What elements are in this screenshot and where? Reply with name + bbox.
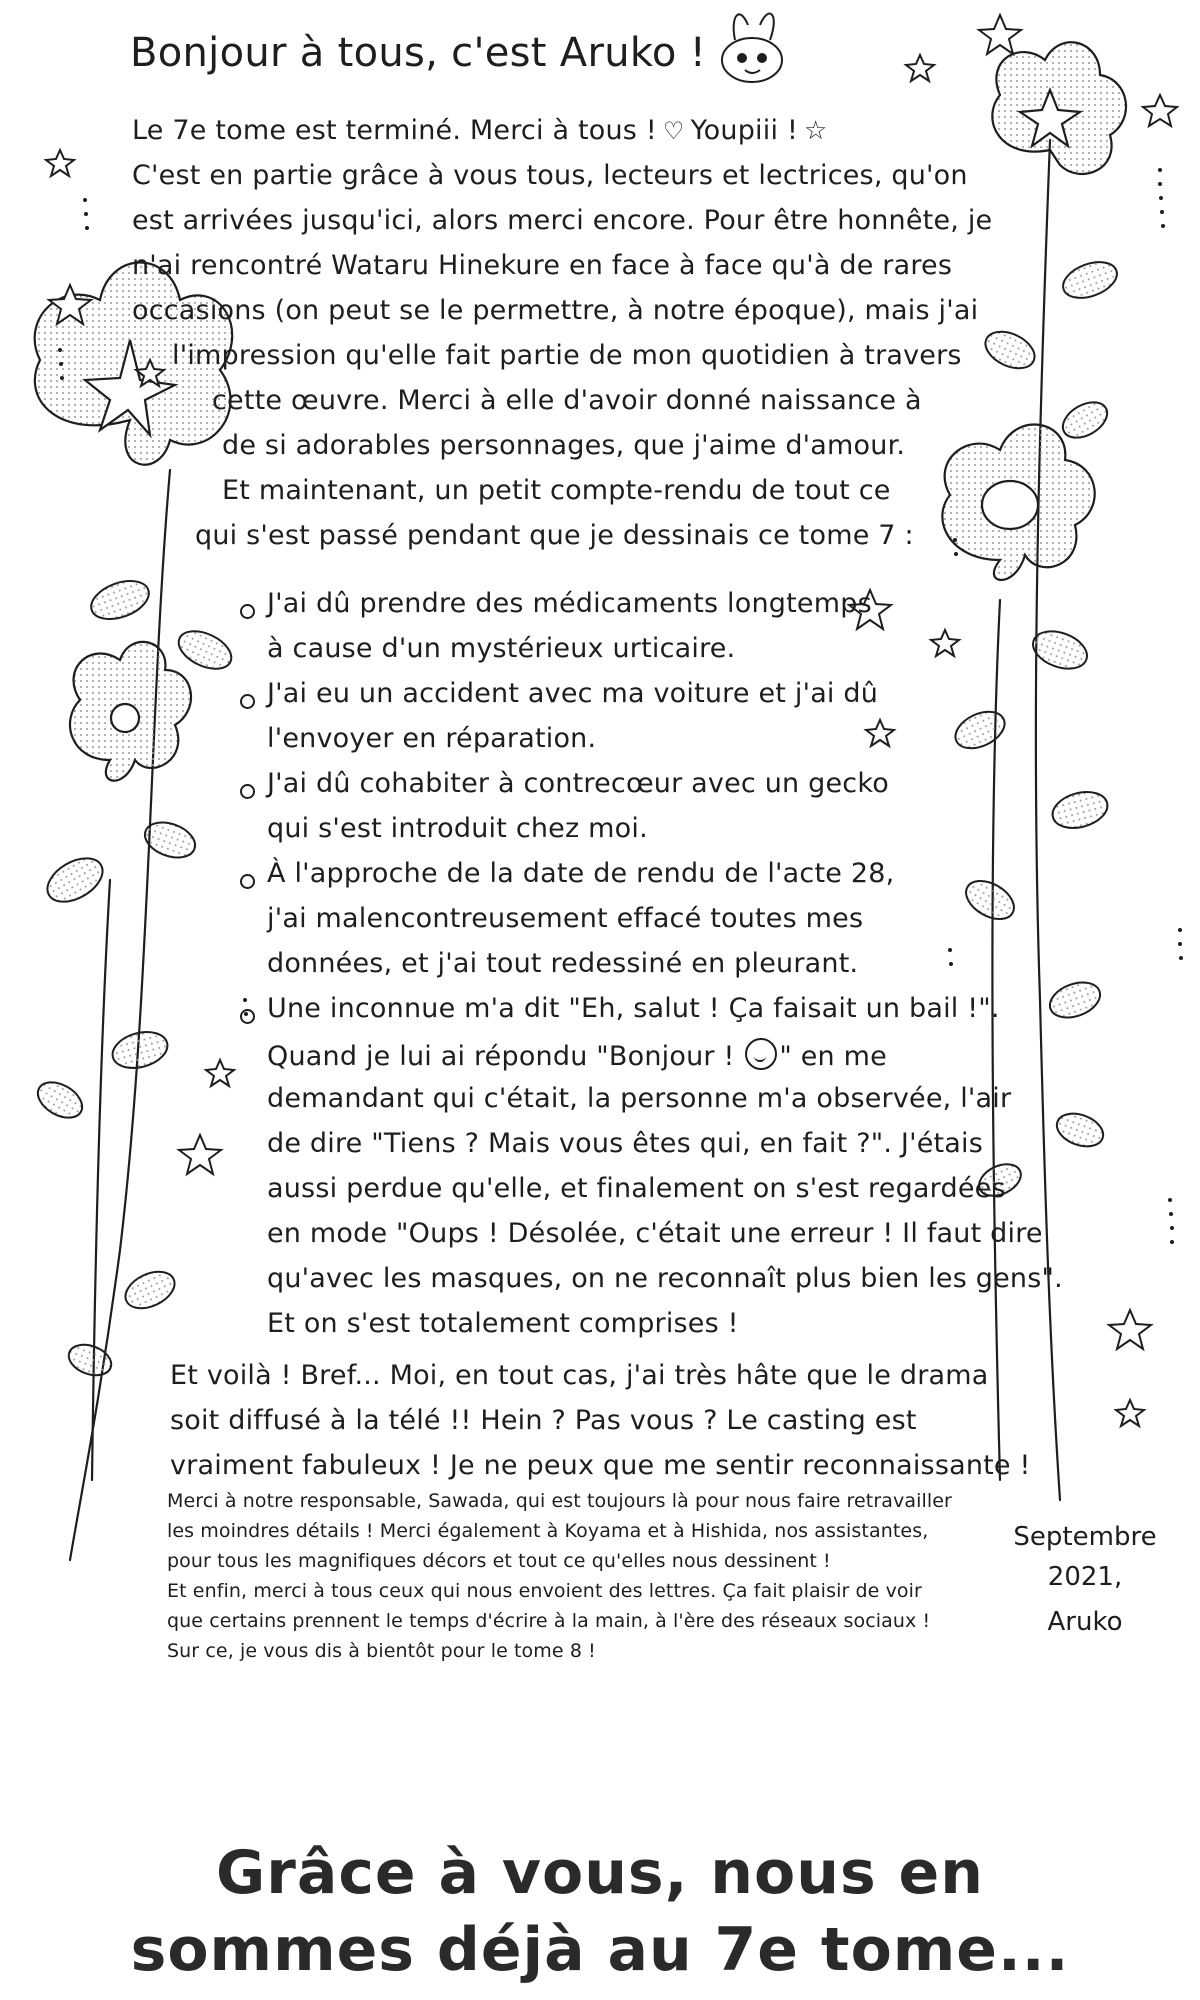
paragraph-line: cette œuvre. Merci à elle d'avoir donné naissance à [212,385,922,416]
thanks-line: pour tous les magnifiques décors et tout ce qu'elles nous dessinent ! [167,1550,831,1572]
intro-line [132,115,827,146]
heart-icon: ♡ [662,117,685,145]
paragraph-line: n'ai rencontré Wataru Hinekure en face à face qu'à de rares [132,250,953,281]
paragraph-line: de si adorables personnages, que j'aime d'amour. [222,430,906,461]
right-middle-flower-icon [942,425,1094,580]
bullet-marker [240,784,255,799]
left-stem [70,470,170,1560]
left-stem-2 [92,880,110,1480]
letter-title: Bonjour à tous, c'est Aruko ! [130,30,707,76]
bullet-5-line: aussi perdue qu'elle, et finalement on s'est regardées [267,1173,1006,1204]
paragraph-line: Et maintenant, un petit compte-rendu de tout ce [222,475,891,506]
footer-line-2: sommes déjà au 7e tome... [130,1915,1070,1985]
signature-month: Septembre [1013,1522,1157,1552]
paragraph-line: l'impression qu'elle fait partie de mon quotidien à travers [172,340,962,371]
bullet-5-line: Et on s'est totalement comprises ! [267,1308,739,1339]
bullet-4-line: À l'approche de la date de rendu de l'acte 28, [267,858,895,889]
intro-text: Le 7e tome est terminé. Merci à tous ! [132,115,657,146]
thanks-line: Sur ce, je vous dis à bientôt pour le tome 8 ! [167,1640,596,1662]
paragraph-line: qui s'est passé pendant que je dessinais ce tome 7 : [195,520,914,551]
paragraph-line: occasions (on peut se le permettre, à notre époque), mais j'ai [132,295,979,326]
bunny-doodle-icon [722,14,782,82]
bullet-marker [240,604,255,619]
smiley-icon [745,1038,777,1070]
bullet-marker [240,1009,255,1024]
paragraph-line: C'est en partie grâce à vous tous, lecteurs et lectrices, qu'on [132,160,968,191]
bullet-5-line: de dire "Tiens ? Mais vous êtes qui, en fait ?". J'étais [267,1128,984,1159]
thanks-line: les moindres détails ! Merci également à Koyama et à Hishida, nos assistantes, [167,1520,929,1542]
thanks-line: Merci à notre responsable, Sawada, qui est toujours là pour nous faire retravailler [167,1490,952,1512]
bullet-1-line: J'ai dû prendre des médicaments longtemps [267,588,872,619]
bullet-1-line: à cause d'un mystérieux urticaire. [267,633,736,664]
bullet-5-line: demandant qui c'était, la personne m'a observée, l'air [267,1083,1012,1114]
bullet-marker [240,694,255,709]
thanks-line: Et enfin, merci à tous ceux qui nous envoient des lettres. Ça fait plaisir de voir [167,1580,922,1602]
closing-line: vraiment fabuleux ! Je ne peux que me sentir reconnaissante ! [170,1450,1031,1481]
paragraph-line: est arrivées jusqu'ici, alors merci encore. Pour être honnête, je [132,205,993,236]
bullet-5-line: Une inconnue m'a dit "Eh, salut ! Ça faisait un bail !". [267,993,1000,1024]
bullet-5-text: Quand je lui ai répondu "Bonjour ! [267,1041,735,1072]
right-top-flower-icon [992,42,1126,174]
signature-name: Aruko [1047,1607,1123,1637]
bullet-2-line: l'envoyer en réparation. [267,723,597,754]
bullet-5-line: qu'avec les masques, on ne reconnaît plus bien les gens". [267,1263,1063,1294]
footer-line-1: Grâce à vous, nous en [216,1838,984,1908]
closing-line: soit diffusé à la télé !! Hein ? Pas vous ? Le casting est [170,1405,917,1436]
signature-year: 2021, [1047,1562,1123,1592]
bullet-5-line: en mode "Oups ! Désolée, c'était une erreur ! Il faut dire [267,1218,1043,1249]
thanks-line: que certains prennent le temps d'écrire à la main, à l'ère des réseaux sociaux ! [167,1610,931,1632]
bullet-3-line: J'ai dû cohabiter à contrecœur avec un gecko [267,768,889,799]
bullet-3-line: qui s'est introduit chez moi. [267,813,648,844]
left-small-flower-icon [70,642,191,781]
star-icon: ☆ [803,116,828,146]
bullet-2-line: J'ai eu un accident avec ma voiture et j'ai dû [267,678,879,709]
intro-exclaim: Youpiii ! [690,115,798,146]
bullet-5-text: " en me [779,1041,887,1072]
closing-line: Et voilà ! Bref... Moi, en tout cas, j'ai très hâte que le drama [170,1360,989,1391]
bullet-5-line [267,1038,887,1072]
bullet-marker [240,874,255,889]
bullet-4-line: données, et j'ai tout redessiné en pleurant. [267,948,859,979]
bullet-4-line: j'ai malencontreusement effacé toutes mes [267,903,864,934]
